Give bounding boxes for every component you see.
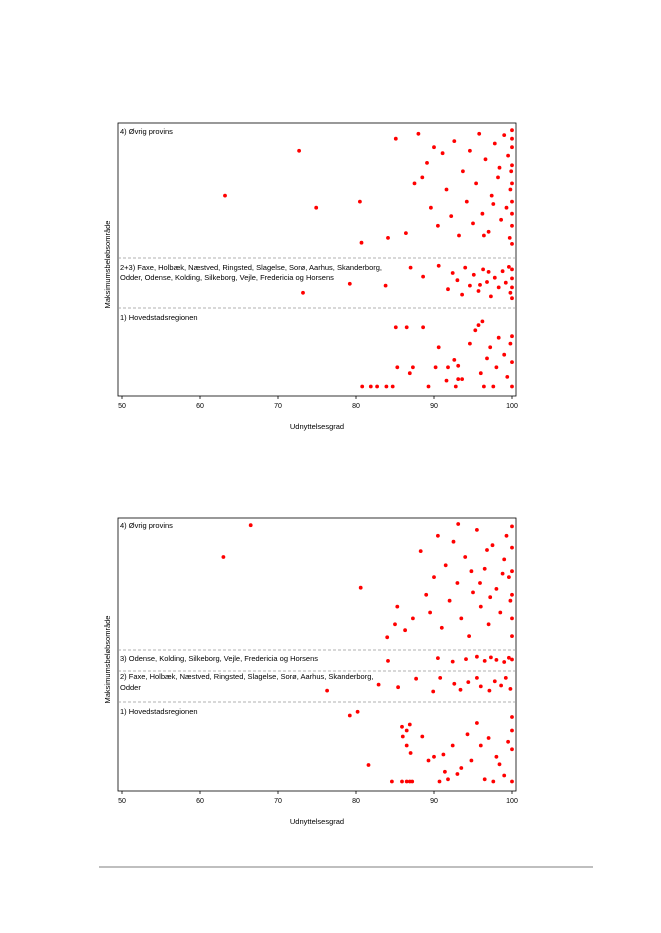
data-point: [452, 139, 456, 143]
data-point: [468, 342, 472, 346]
data-point: [442, 753, 446, 757]
data-point: [485, 357, 489, 361]
data-point: [424, 593, 428, 597]
data-point: [390, 780, 394, 784]
data-point: [510, 296, 514, 300]
data-point: [359, 586, 363, 590]
data-point: [497, 336, 501, 340]
data-point: [385, 385, 389, 389]
data-point: [445, 188, 449, 192]
plot-frame: [118, 123, 516, 396]
data-point: [483, 777, 487, 781]
data-point: [505, 375, 509, 379]
data-point: [491, 385, 495, 389]
data-point: [419, 549, 423, 553]
x-tick-label: 100: [506, 798, 518, 805]
data-point: [432, 755, 436, 759]
data-point: [489, 656, 493, 660]
data-point: [506, 740, 510, 744]
data-point: [301, 291, 305, 295]
data-point: [477, 289, 481, 293]
data-point: [510, 242, 514, 246]
data-point: [467, 634, 471, 638]
data-point: [459, 617, 463, 621]
data-point: [509, 599, 513, 603]
data-point: [510, 525, 514, 529]
data-point: [510, 593, 514, 597]
data-point: [454, 385, 458, 389]
data-point: [446, 365, 450, 369]
data-point: [510, 747, 514, 751]
data-point: [414, 677, 418, 681]
group-label: 4) Øvrig provins: [120, 521, 173, 530]
data-point: [427, 759, 431, 763]
data-point: [495, 587, 499, 591]
x-tick-label: 60: [196, 798, 204, 805]
data-point: [481, 268, 485, 272]
data-point: [510, 729, 514, 733]
data-point: [463, 266, 467, 270]
scatter-chart-1: [103, 123, 518, 431]
group-label: 2+3) Faxe, Holbæk, Næstved, Ringsted, Slagelse, Sorø, Aarhus, Skanderborg, Odder, Odense, Kolding, Silkeborg, Vejle, Fredericia og Horsens: [120, 263, 383, 282]
data-point: [473, 328, 477, 332]
data-point: [499, 684, 503, 688]
data-point: [405, 729, 409, 733]
data-point: [483, 659, 487, 663]
data-point: [509, 291, 513, 295]
data-point: [460, 377, 464, 381]
data-point: [493, 276, 497, 280]
data-point: [510, 182, 514, 186]
scatter-chart-2: [103, 518, 518, 826]
data-point: [456, 377, 460, 381]
data-point: [394, 325, 398, 329]
data-point: [507, 265, 511, 269]
group-label: 4) Øvrig provins: [120, 127, 173, 136]
data-point: [481, 212, 485, 216]
data-point: [470, 759, 474, 763]
data-point: [510, 658, 514, 662]
data-point: [360, 385, 364, 389]
data-point: [452, 682, 456, 686]
data-point: [504, 676, 508, 680]
data-point: [413, 182, 417, 186]
data-point: [488, 345, 492, 349]
x-tick-label: 50: [118, 798, 126, 805]
data-point: [509, 342, 513, 346]
data-point: [436, 224, 440, 228]
data-point: [510, 617, 514, 621]
data-point: [471, 591, 475, 595]
data-point: [420, 176, 424, 180]
data-point: [411, 365, 415, 369]
data-point: [505, 206, 509, 210]
data-point: [510, 634, 514, 638]
data-point: [510, 163, 514, 167]
data-point: [468, 284, 472, 288]
data-point: [444, 563, 448, 567]
data-point: [377, 683, 381, 687]
data-point: [501, 269, 505, 273]
data-point: [420, 735, 424, 739]
data-point: [446, 777, 450, 781]
data-point: [510, 212, 514, 216]
data-point: [487, 622, 491, 626]
data-point: [358, 200, 362, 204]
data-point: [461, 169, 465, 173]
data-point: [385, 635, 389, 639]
data-point: [456, 581, 460, 585]
x-axis-title: Udnyttelsesgrad: [289, 817, 345, 826]
data-point: [436, 534, 440, 538]
data-point: [452, 540, 456, 544]
data-point: [393, 622, 397, 626]
data-point: [482, 385, 486, 389]
data-point: [495, 755, 499, 759]
y-axis-title: Maksimumsbeløbsområde: [103, 220, 112, 309]
data-point: [479, 605, 483, 609]
data-point: [417, 132, 421, 136]
data-point: [470, 569, 474, 573]
data-point: [472, 273, 476, 277]
data-point: [508, 236, 512, 240]
data-point: [446, 287, 450, 291]
data-point: [510, 137, 514, 141]
data-point: [432, 145, 436, 149]
data-point: [449, 214, 453, 218]
data-point: [451, 271, 455, 275]
data-point: [483, 567, 487, 571]
data-point: [443, 770, 447, 774]
data-point: [456, 522, 460, 526]
data-point: [498, 762, 502, 766]
data-point: [499, 218, 503, 222]
y-axis-title: Maksimumsbeløbsområde: [103, 615, 112, 704]
data-point: [488, 595, 492, 599]
data-point: [386, 236, 390, 240]
data-point: [498, 166, 502, 170]
data-point: [437, 345, 441, 349]
data-point: [498, 611, 502, 615]
data-point: [456, 364, 460, 368]
data-point: [314, 206, 318, 210]
data-point: [463, 555, 467, 559]
data-point: [502, 774, 506, 778]
data-point: [222, 555, 226, 559]
data-point: [401, 735, 405, 739]
data-point: [429, 206, 433, 210]
data-point: [510, 200, 514, 204]
data-point: [459, 688, 463, 692]
data-point: [405, 325, 409, 329]
data-point: [510, 268, 514, 272]
data-point: [451, 660, 455, 664]
data-point: [395, 605, 399, 609]
data-point: [432, 575, 436, 579]
data-point: [487, 230, 491, 234]
data-point: [471, 222, 475, 226]
x-tick-label: 60: [196, 403, 204, 410]
data-point: [502, 133, 506, 137]
data-point: [474, 182, 478, 186]
data-point: [504, 281, 508, 285]
data-point: [501, 572, 505, 576]
data-point: [487, 270, 491, 274]
data-point: [460, 293, 464, 297]
data-point: [495, 658, 499, 662]
data-point: [410, 780, 414, 784]
x-tick-label: 70: [274, 798, 282, 805]
data-point: [475, 528, 479, 532]
data-point: [249, 523, 253, 527]
data-point: [490, 194, 494, 198]
data-point: [478, 283, 482, 287]
data-point: [348, 282, 352, 286]
x-tick-label: 70: [274, 403, 282, 410]
data-point: [384, 284, 388, 288]
data-point: [441, 151, 445, 155]
data-point: [491, 543, 495, 547]
data-point: [506, 154, 510, 158]
data-point: [481, 320, 485, 324]
data-point: [510, 145, 514, 149]
x-tick-label: 80: [352, 798, 360, 805]
data-point: [466, 680, 470, 684]
data-point: [491, 202, 495, 206]
data-point: [396, 685, 400, 689]
group-label: 2) Faxe, Holbæk, Næstved, Ringsted, Slagelse, Sorø, Aarhus, Skanderborg, Odder: [120, 672, 374, 692]
data-point: [510, 780, 514, 784]
data-point: [369, 385, 373, 389]
data-point: [428, 611, 432, 615]
data-point: [505, 534, 509, 538]
group-label: 1) Hovedstadsregionen: [120, 707, 198, 716]
data-point: [491, 780, 495, 784]
data-point: [493, 142, 497, 146]
data-point: [451, 744, 455, 748]
data-point: [487, 736, 491, 740]
data-point: [502, 353, 506, 357]
data-point: [405, 744, 409, 748]
data-point: [509, 169, 513, 173]
data-point: [493, 679, 497, 683]
data-point: [477, 132, 481, 136]
data-point: [485, 280, 489, 284]
data-point: [497, 286, 501, 290]
data-point: [421, 275, 425, 279]
data-point: [509, 687, 513, 691]
data-point: [438, 780, 442, 784]
data-point: [425, 161, 429, 165]
data-point: [325, 689, 329, 693]
data-point: [408, 723, 412, 727]
data-point: [403, 628, 407, 632]
data-point: [452, 358, 456, 362]
data-point: [436, 656, 440, 660]
data-point: [438, 676, 442, 680]
data-point: [464, 657, 468, 661]
data-point: [394, 137, 398, 141]
data-point: [348, 714, 352, 718]
data-point: [411, 617, 415, 621]
data-point: [367, 763, 371, 767]
data-point: [475, 655, 479, 659]
data-point: [475, 676, 479, 680]
data-point: [408, 371, 412, 375]
data-point: [360, 241, 364, 245]
data-point: [485, 548, 489, 552]
data-point: [404, 231, 408, 235]
x-tick-label: 50: [118, 403, 126, 410]
data-point: [484, 157, 488, 161]
data-point: [479, 685, 483, 689]
data-point: [477, 323, 481, 327]
data-point: [391, 385, 395, 389]
data-point: [510, 224, 514, 228]
data-point: [386, 659, 390, 663]
data-point: [456, 278, 460, 282]
data-point: [507, 575, 511, 579]
data-point: [510, 715, 514, 719]
data-point: [434, 365, 438, 369]
data-point: [510, 286, 514, 290]
data-point: [510, 385, 514, 389]
data-point: [445, 379, 449, 383]
data-point: [479, 744, 483, 748]
data-point: [437, 264, 441, 268]
data-point: [478, 581, 482, 585]
data-point: [509, 188, 513, 192]
group-label: 1) Hovedstadsregionen: [120, 313, 198, 322]
data-point: [297, 149, 301, 153]
data-point: [459, 766, 463, 770]
data-point: [456, 772, 460, 776]
data-point: [421, 325, 425, 329]
data-point: [409, 266, 413, 270]
data-point: [431, 690, 435, 694]
data-point: [400, 725, 404, 729]
data-point: [502, 660, 506, 664]
data-point: [510, 277, 514, 281]
data-point: [496, 176, 500, 180]
data-point: [468, 149, 472, 153]
data-point: [475, 721, 479, 725]
data-point: [448, 599, 452, 603]
data-point: [488, 689, 492, 693]
data-point: [427, 385, 431, 389]
data-point: [510, 569, 514, 573]
data-point: [440, 626, 444, 630]
data-point: [223, 194, 227, 198]
data-point: [495, 365, 499, 369]
x-tick-label: 90: [430, 403, 438, 410]
group-label: 3) Odense, Kolding, Silkeborg, Vejle, Fredericia og Horsens: [120, 654, 319, 663]
data-point: [479, 371, 483, 375]
x-tick-label: 80: [352, 403, 360, 410]
data-point: [510, 360, 514, 364]
data-point: [466, 732, 470, 736]
x-tick-label: 90: [430, 798, 438, 805]
data-point: [502, 558, 506, 562]
data-point: [489, 295, 493, 299]
data-point: [400, 780, 404, 784]
data-point: [510, 128, 514, 132]
data-point: [409, 751, 413, 755]
data-point: [395, 365, 399, 369]
data-point: [457, 234, 461, 238]
data-point: [510, 334, 514, 338]
data-point: [356, 710, 360, 714]
data-point: [375, 385, 379, 389]
data-point: [482, 234, 486, 238]
x-tick-label: 100: [506, 403, 518, 410]
x-axis-title: Udnyttelsesgrad: [289, 422, 345, 431]
data-point: [465, 200, 469, 204]
data-point: [510, 546, 514, 550]
